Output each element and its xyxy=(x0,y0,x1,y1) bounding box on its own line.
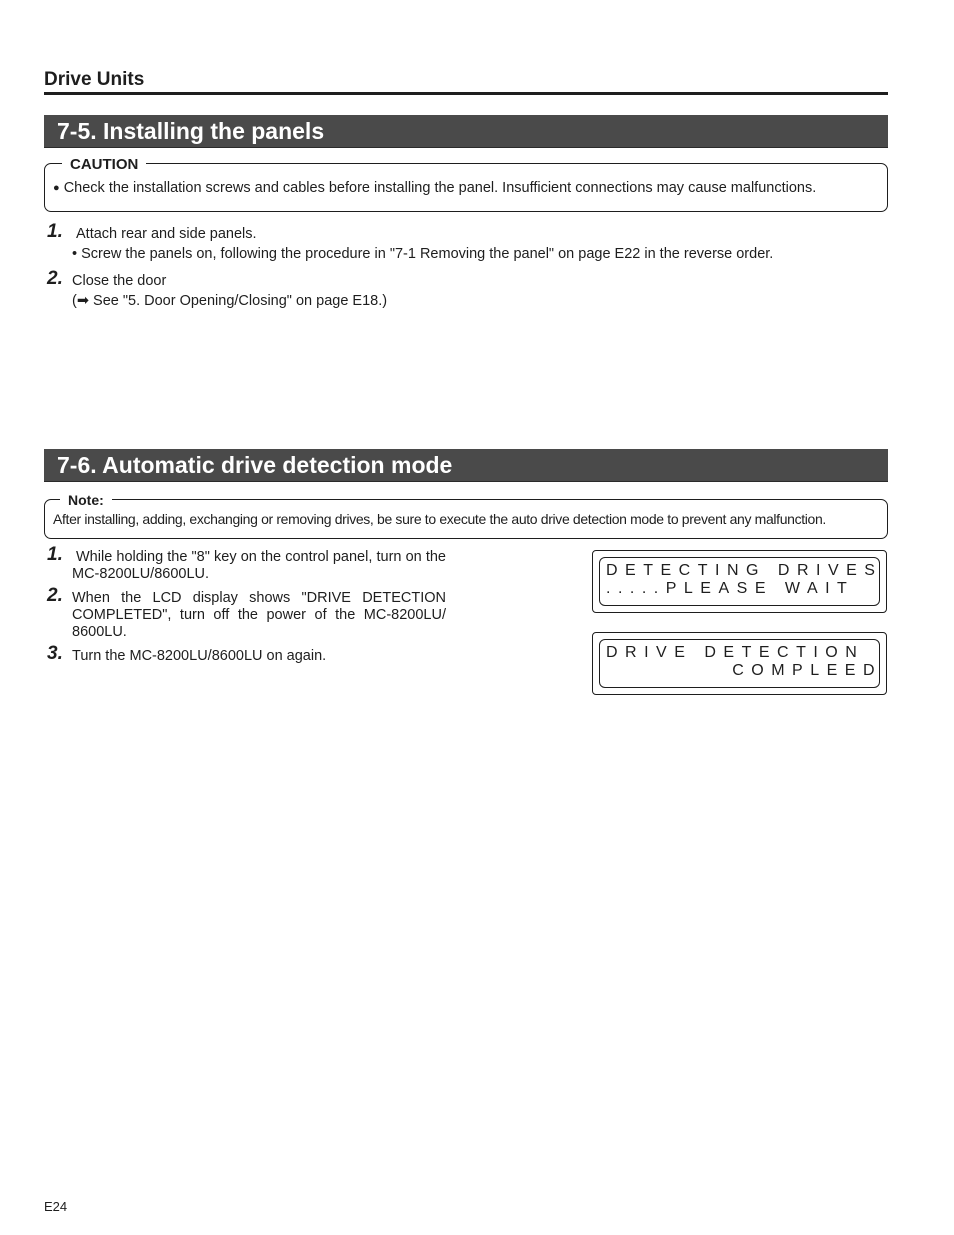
lcd-line-2: COMPLEED xyxy=(732,662,882,679)
caution-label: CAUTION xyxy=(62,156,146,173)
step-number: 2. xyxy=(47,268,63,289)
caution-box xyxy=(44,156,888,212)
caution-message: Check the installation screws and cables before installing the panel. Insufficient connections may cause malfunctions. xyxy=(63,180,817,196)
section-title: 7-5. Installing the panels xyxy=(57,118,325,144)
lcd-line-1: DETECTING DRIVES xyxy=(606,562,883,579)
caution-text xyxy=(53,180,816,196)
section-heading-auto-detection xyxy=(44,449,888,482)
open-paren: ( xyxy=(72,293,77,309)
lcd-screen xyxy=(599,557,883,606)
step-number: 3. xyxy=(47,643,63,664)
bullet-icon: ● xyxy=(53,182,60,194)
lcd-screen xyxy=(599,639,880,688)
step-number: 2. xyxy=(47,585,63,606)
header-rule xyxy=(44,92,888,95)
step-text: Turn the MC-8200LU/8600LU on again. xyxy=(72,648,327,664)
note-label: Note: xyxy=(60,492,112,508)
step-number: 1. xyxy=(47,221,63,242)
step-reference xyxy=(72,293,387,309)
lcd-line-1: DRIVE DETECTION xyxy=(606,644,865,661)
lcd-display-detecting xyxy=(592,550,887,613)
lcd-line-2: .....PLEASE WAIT xyxy=(606,580,855,597)
arrow-right-icon: ➡ xyxy=(76,293,89,309)
step-text: Close the door xyxy=(72,273,167,289)
note-box xyxy=(44,492,888,539)
note-text: After installing, adding, exchanging or removing drives, be sure to execute the auto drive detection mode to prevent any malfunction. xyxy=(53,511,826,527)
step-number: 1. xyxy=(47,544,63,565)
page-number: E24 xyxy=(44,1199,68,1214)
reference-text: See "5. Door Opening/Closing" on page E18.) xyxy=(93,293,388,309)
step-subtext: • Screw the panels on, following the procedure in "7-1 Removing the panel" on page E22 in the reverse order. xyxy=(72,246,774,262)
section-heading-installing-panels xyxy=(44,115,888,148)
section-title: 7-6. Automatic drive detection mode xyxy=(57,452,453,478)
step-text: While holding the "8" key on the control panel, turn on the MC-8200LU/8600LU. xyxy=(72,549,446,582)
step-text: When the LCD display shows "DRIVE DETECTION COMPLETED", turn off the power of the MC-8200LU/ 8600LU. xyxy=(72,590,446,640)
page-header-title: Drive Units xyxy=(44,69,145,90)
lcd-display-completed xyxy=(592,632,887,695)
step-text: Attach rear and side panels. xyxy=(76,226,257,242)
